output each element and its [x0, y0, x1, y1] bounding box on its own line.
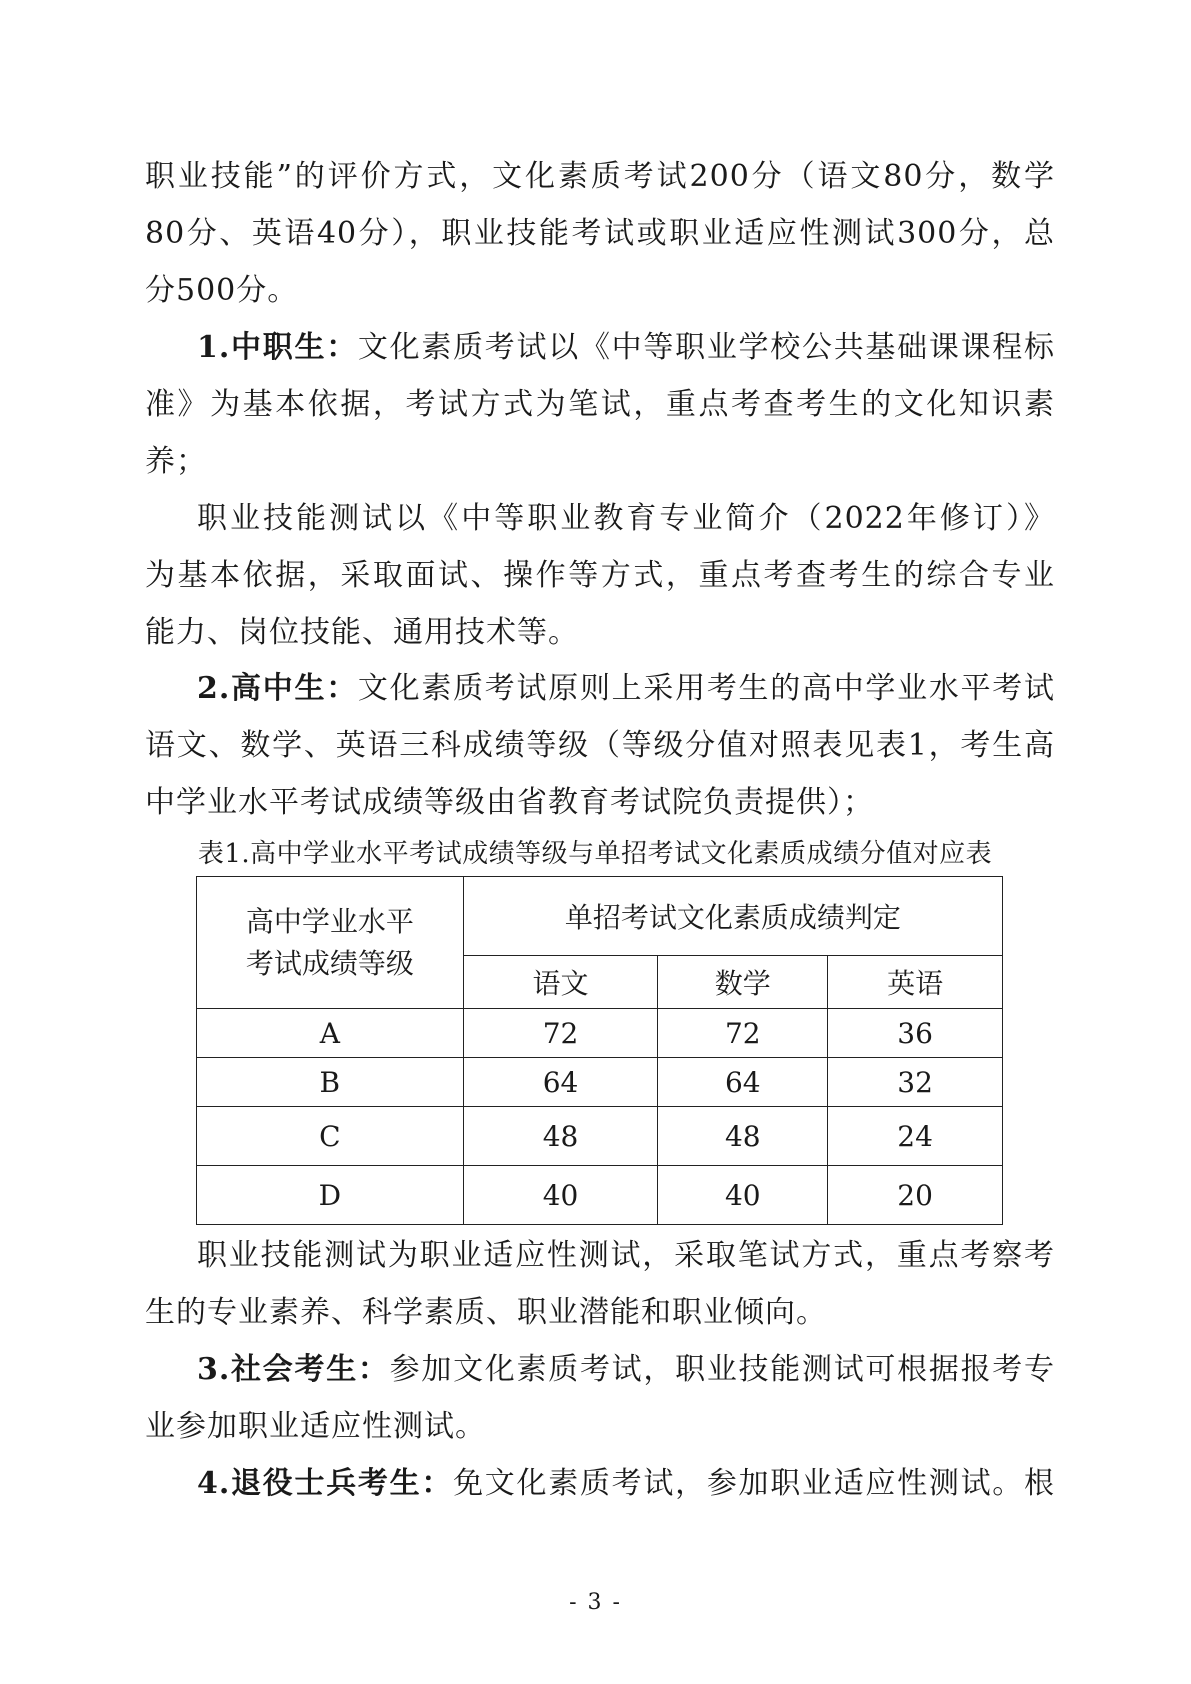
text-line: 中学业水平考试成绩等级由省教育考试院负责提供）；: [145, 785, 874, 820]
value-cell: 64: [658, 1058, 828, 1107]
column-header: 数学: [658, 956, 828, 1009]
text-line: [145, 660, 1055, 717]
row-header-line: 高中学业水平: [245, 904, 414, 938]
paragraph-adaptability-test: [145, 1227, 1055, 1341]
text-line: 职业技能测试以《中等职业教育专业简介（2022年修订）》: [197, 501, 1055, 536]
text-line: 准》为基本依据，考试方式为笔试，重点考查考生的文化知识素: [145, 387, 1055, 422]
value-cell: 64: [463, 1058, 658, 1107]
section-label: 2.高中生：: [197, 671, 358, 706]
grade-score-table: [196, 876, 1003, 1225]
text-span: 参加文化素质考试，职业技能测试可根据报考专: [389, 1352, 1056, 1387]
text-line: 职业技能”的评价方式，文化素质考试200分（语文80分，数学: [145, 159, 1055, 194]
value-cell: 72: [463, 1009, 658, 1058]
value-cell: 48: [658, 1107, 828, 1166]
column-header: 语文: [463, 956, 658, 1009]
paragraph-scoring: [145, 148, 1055, 319]
table-row: [197, 1009, 1003, 1058]
paragraph-skill-test: [145, 490, 1055, 661]
text-line: [145, 319, 1055, 376]
text-span: 文化素质考试以《中等职业学校公共基础课课程标: [357, 330, 1056, 365]
row-header-line: 考试成绩等级: [245, 946, 414, 980]
text-line: 分500分。: [145, 273, 299, 308]
grade-cell: B: [197, 1058, 464, 1107]
text-span: 文化素质考试原则上采用考生的高中学业水平考试: [357, 671, 1056, 706]
text-line: 能力、岗位技能、通用技术等。: [145, 615, 579, 650]
group-header-cell: 单招考试文化素质成绩判定: [463, 877, 1002, 956]
section-label: 3.社会考生：: [197, 1352, 390, 1387]
table-caption: 表1.高中学业水平考试成绩等级与单招考试文化素质成绩分值对应表: [197, 839, 993, 869]
value-cell: 72: [658, 1009, 828, 1058]
grade-cell: D: [197, 1166, 464, 1225]
value-cell: 32: [828, 1058, 1003, 1107]
text-line: 语文、数学、英语三科成绩等级（等级分值对照表见表1，考生高: [145, 728, 1055, 763]
text-line: 生的专业素养、科学素质、职业潜能和职业倾向。: [145, 1295, 827, 1330]
value-cell: 48: [463, 1107, 658, 1166]
table-row: [197, 1058, 1003, 1107]
text-line: [145, 1455, 1055, 1512]
grade-cell: A: [197, 1009, 464, 1058]
value-cell: 24: [828, 1107, 1003, 1166]
text-line: 职业技能测试为职业适应性测试，采取笔试方式，重点考察考: [197, 1238, 1055, 1273]
section-label: 4.退役士兵考生：: [197, 1466, 454, 1501]
text-line: 80分、英语40分），职业技能考试或职业适应性测试300分，总: [145, 216, 1055, 251]
text-line: 业参加职业适应性测试。: [145, 1409, 486, 1444]
row-header-cell: [197, 877, 464, 1009]
paragraph-veteran-candidates: [145, 1455, 1055, 1512]
value-cell: 40: [463, 1166, 658, 1225]
table-row: [197, 1166, 1003, 1225]
text-line: 为基本依据，采取面试、操作等方式，重点考查考生的综合专业: [145, 558, 1055, 593]
text-line: 养；: [145, 444, 207, 479]
paragraph-high-school-students: [145, 660, 1055, 831]
text-line: [145, 1341, 1055, 1398]
value-cell: 36: [828, 1009, 1003, 1058]
table-header-row: [197, 877, 1003, 956]
table-row: [197, 1107, 1003, 1166]
page-number: - 3 -: [569, 1590, 622, 1615]
paragraph-vocational-students: [145, 319, 1055, 490]
text-span: 免文化素质考试，参加职业适应性测试。根: [453, 1466, 1056, 1501]
value-cell: 20: [828, 1166, 1003, 1225]
section-label: 1.中职生：: [197, 330, 358, 365]
column-header: 英语: [828, 956, 1003, 1009]
paragraph-social-candidates: [145, 1341, 1055, 1455]
grade-cell: C: [197, 1107, 464, 1166]
value-cell: 40: [658, 1166, 828, 1225]
